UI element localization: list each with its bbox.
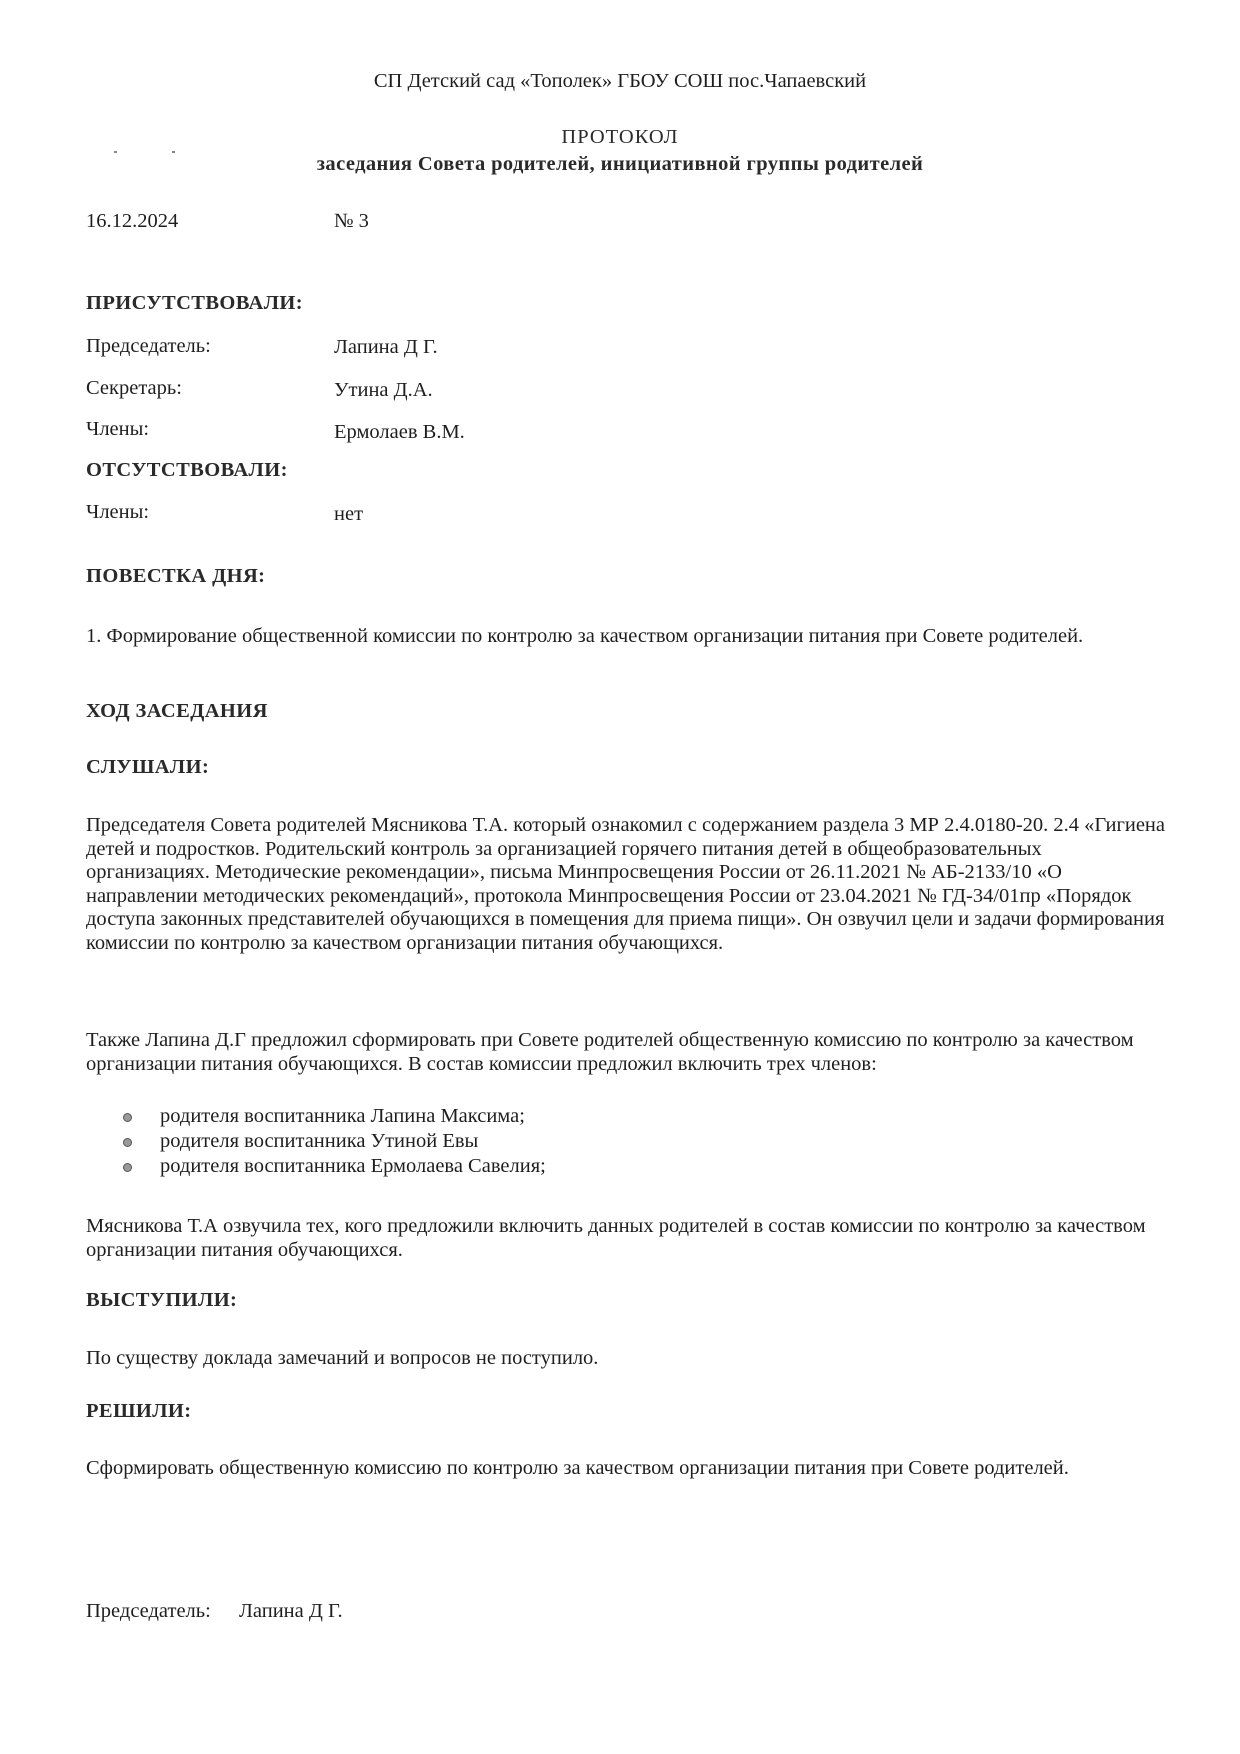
list-item <box>120 1154 546 1179</box>
list-item <box>120 1104 546 1129</box>
member-text: родителя воспитанника Лапина Максима; <box>160 1105 525 1127</box>
decided-text: Сформировать общественную комиссию по контролю за качеством организации питания при Совете родителей. <box>86 1457 1069 1479</box>
member-text: родителя воспитанника Утиной Евы <box>160 1130 479 1152</box>
members-role: Члены: <box>86 418 150 440</box>
secretary-name: Утина Д.А. <box>334 379 433 401</box>
bullet-icon <box>123 1113 132 1122</box>
document-subtitle: заседания Совета родителей, инициативной группы родителей <box>316 153 924 175</box>
heard-paragraph-2: Также Лапина Д.Г предложил сформировать при Совете родителей общественную комиссию по контролю за качеством организации питания обучающихся. В состав комиссии предложил включить трех членов: <box>86 1029 1134 1075</box>
heard-paragraph-1: Председателя Совета родителей Мясникова Т.А. который ознакомил с содержанием раздела 3 МР 2.4.0180-20. 2.4 «Гигиена детей и подростков. Родительский контроль за организацией горячего питания детей в общеобразовательных организациях. Методические рекомендации», письма Минпросвещения России от 26.11.2021 № АБ-2133/10 «О направлении методических рекомендаций», протокола Минпросвещения России от 23.04.2021 № ГД-34/01пр «Порядок доступа законных представителей обучающихся в помещения для приема пищи». Он озвучил цели и задачи формирования комиссии по контролю за качеством организации питания обучающихся. <box>86 814 1166 954</box>
absent-heading: ОТСУТСТВОВАЛИ: <box>86 459 288 481</box>
member-text: родителя воспитанника Ермолаева Савелия; <box>160 1155 546 1177</box>
agenda-heading: ПОВЕСТКА ДНЯ: <box>86 565 266 587</box>
chair-name: Лапина Д Г. <box>334 336 438 358</box>
proceedings-heading: ХОД ЗАСЕДАНИЯ <box>86 700 268 722</box>
list-item <box>120 1129 546 1154</box>
bullet-icon <box>123 1138 132 1147</box>
bullet-icon <box>123 1163 132 1172</box>
protocol-date: 16.12.2024 <box>86 210 179 232</box>
spoke-heading: ВЫСТУПИЛИ: <box>86 1289 238 1311</box>
spoke-text: По существу доклада замечаний и вопросов не поступило. <box>86 1347 599 1369</box>
commission-members-list <box>120 1104 546 1179</box>
absent-role: Члены: <box>86 501 150 523</box>
secretary-role: Секретарь: <box>86 377 182 399</box>
chair-role: Председатель: <box>86 335 211 357</box>
absent-value: нет <box>334 503 364 525</box>
present-heading: ПРИСУТСТВОВАЛИ: <box>86 292 303 314</box>
document-title: ПРОТОКОЛ <box>561 126 679 148</box>
members-name: Ермолаев В.М. <box>334 421 465 443</box>
signature-role: Председатель: <box>86 1600 211 1622</box>
signature-name: Лапина Д Г. <box>239 1600 343 1622</box>
heard-heading: СЛУШАЛИ: <box>86 756 210 778</box>
institution-name: СП Детский сад «Тополек» ГБОУ СОШ пос.Чапаевский <box>373 70 867 92</box>
agenda-item: 1. Формирование общественной комиссии по контролю за качеством организации питания при Совете родителей. <box>86 625 1084 647</box>
decided-heading: РЕШИЛИ: <box>86 1400 192 1422</box>
heard-paragraph-3: Мясникова Т.А озвучила тех, кого предложили включить данных родителей в состав комиссии по контролю за качеством организации питания обучающихся. <box>86 1215 1146 1261</box>
protocol-number: № 3 <box>334 210 369 232</box>
